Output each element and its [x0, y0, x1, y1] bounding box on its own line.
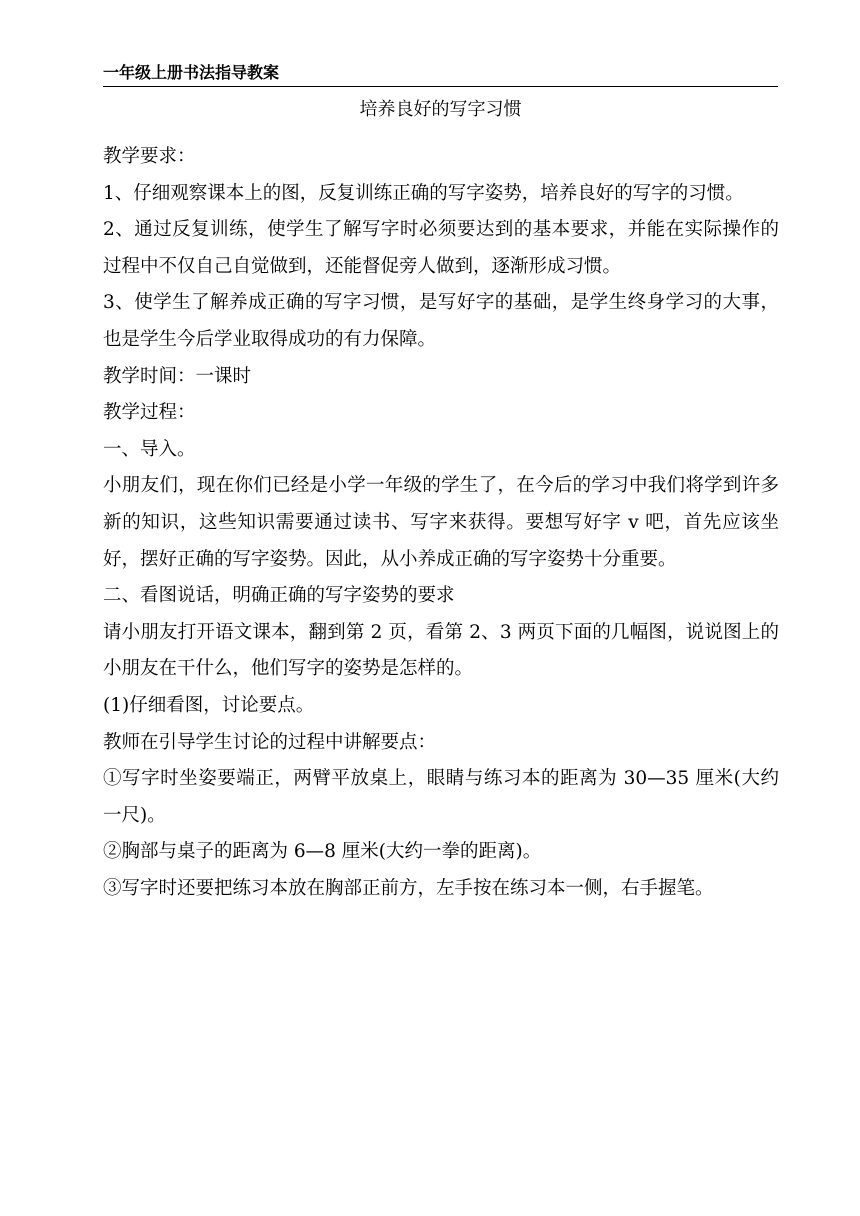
step-heading-picture-talk: 二、看图说话，明确正确的写字姿势的要求	[103, 585, 455, 607]
point-item-1: ①写字时坐姿要端正，两臂平放桌上，眼睛与练习本的距离为 30—35 厘米(大约一尺)。	[103, 768, 779, 826]
requirement-item-3: 3、使学生了解养成正确的写字习惯，是写好字的基础，是学生终身学习的大事，也是学生今后学业取得成功的有力保障。	[103, 292, 779, 350]
picture-talk-paragraph: 请小朋友打开语文课本，翻到第 2 页，看第 2、3 两页下面的几幅图，说说图上的小朋友在干什么，他们写字的姿势是怎样的。	[103, 621, 779, 680]
requirement-item-1: 1、仔细观察课本上的图，反复训练正确的写字姿势，培养良好的写字的习惯。	[103, 182, 744, 204]
section-heading-process: 教学过程：	[103, 402, 196, 424]
point-item-3: ③写字时还要把练习本放在胸部正前方，左手按在练习本一侧，右手握笔。	[103, 877, 714, 899]
point-item-2: ②胸部与桌子的距离为 6—8 厘米(大约一拳的距离)。	[103, 841, 542, 863]
header-title: 一年级上册书法指导教案	[103, 63, 280, 82]
page-header	[103, 62, 778, 87]
teaching-time: 教学时间：一课时	[103, 365, 252, 387]
sub-step-observe: (1)仔细看图，讨论要点。	[103, 694, 315, 716]
requirement-item-2: 2、通过反复训练，使学生了解写字时必须要达到的基本要求，并能在实际操作的过程中不仅自己自觉做到，还能督促旁人做到，逐渐形成习惯。	[103, 219, 779, 277]
step-heading-intro: 一、导入。	[103, 438, 196, 460]
intro-paragraph: 小朋友们，现在你们已经是小学一年级的学生了，在今后的学习中我们将学到许多新的知识，这些知识需要通过读书、写字来获得。要想写好字 v 吧，首先应该坐好，摆好正确的写字姿势。因此，从小养成正确的写字姿势十分重要。	[103, 475, 779, 570]
document-title: 培养良好的写字习惯	[359, 99, 522, 120]
section-heading-requirements: 教学要求：	[103, 146, 196, 167]
teacher-points-lead: 教师在引导学生讨论的过程中讲解要点：	[103, 731, 437, 753]
document-body	[103, 139, 779, 907]
